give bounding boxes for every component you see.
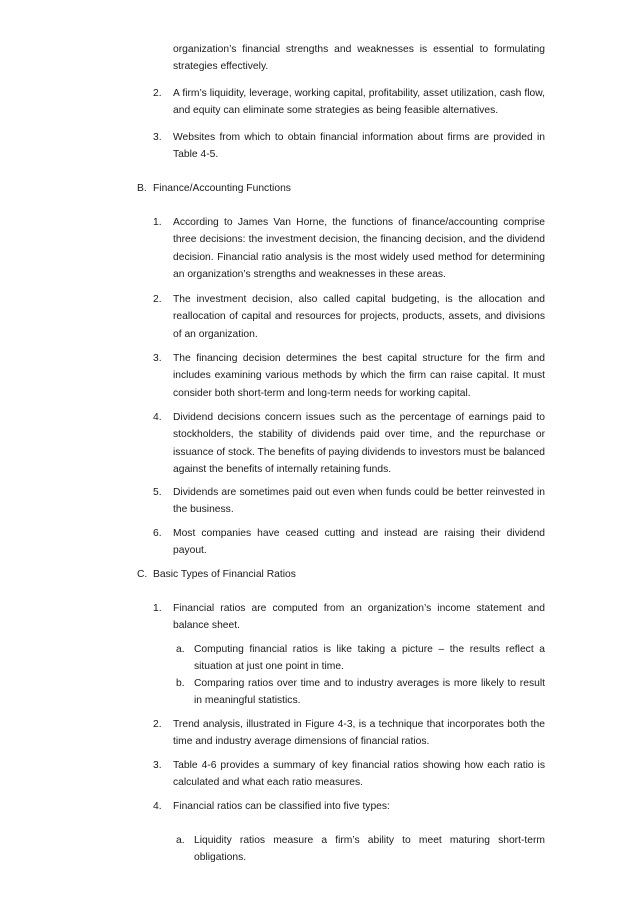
list-item <box>153 214 545 283</box>
item-text: Most companies have ceased cutting and instead are raising their dividend payout. <box>173 528 545 557</box>
list-item <box>153 600 545 635</box>
item-text: Table 4-6 provides a summary of key financial ratios showing how each ratio is calculated and what each ratio measures. <box>173 760 545 789</box>
item-number: 3. <box>153 353 162 364</box>
item-number: 2. <box>153 294 162 305</box>
item-number: 3. <box>153 132 162 143</box>
item-number: 3. <box>153 760 162 771</box>
item-number: 6. <box>153 528 162 539</box>
list-item <box>153 129 545 164</box>
item-text: Trend analysis, illustrated in Figure 4-3, is a technique that incorporates both the time and industry average dimensions of financial ratios. <box>173 719 545 748</box>
item-text: Financial ratios can be classified into five types: <box>173 801 390 812</box>
list-item <box>153 484 545 519</box>
item-number: 4. <box>153 801 162 812</box>
item-text: Websites from which to obtain financial information about firms are provided in Table 4-5. <box>173 132 545 161</box>
item-text: Dividends are sometimes paid out even when funds could be better reinvested in the business. <box>173 487 545 516</box>
list-item <box>153 350 545 402</box>
item-text: Financial ratios are computed from an organization’s income statement and balance sheet. <box>173 603 545 632</box>
item-number: 4. <box>153 412 162 423</box>
list-item <box>153 757 545 792</box>
section-heading-b <box>137 180 543 197</box>
continuation-paragraph: organization’s financial strengths and weaknesses is essential to formulating strategies effectively. <box>173 44 545 73</box>
item-number: 1. <box>153 603 162 614</box>
item-text: The financing decision determines the best capital structure for the firm and includes examining various methods by which the firm can raise capital. It must consider both short-term and long-term needs for working capital. <box>173 353 545 399</box>
sub-list-item <box>176 675 545 710</box>
list-item <box>153 798 545 815</box>
section-letter: B. <box>137 183 147 194</box>
item-number: 1. <box>153 217 162 228</box>
list-item <box>153 85 545 120</box>
item-number: 5. <box>153 487 162 498</box>
list-item <box>153 525 545 560</box>
list-item <box>153 716 545 751</box>
section-title: Basic Types of Financial Ratios <box>153 569 296 580</box>
item-text: A firm’s liquidity, leverage, working capital, profitability, asset utilization, cash flow, and equity can eliminate some strategies as being feasible alternatives. <box>173 88 545 117</box>
sub-list-item <box>176 832 545 867</box>
sub-item-letter: b. <box>176 678 185 689</box>
list-item <box>153 409 545 478</box>
sub-list-item <box>176 641 545 676</box>
section-title: Finance/Accounting Functions <box>153 183 291 194</box>
item-text: Dividend decisions concern issues such as the percentage of earnings paid to stockholders, the stability of dividends paid over time, and the repurchase or issuance of stock. The benefits of paying dividends to investors must be balanced against the benefits of internally retaining funds. <box>173 412 545 475</box>
item-number: 2. <box>153 719 162 730</box>
section-letter: C. <box>137 569 148 580</box>
sub-item-letter: a. <box>176 835 185 846</box>
item-number: 2. <box>153 88 162 99</box>
item-text: The investment decision, also called capital budgeting, is the allocation and reallocation of capital and resources for projects, products, assets, and divisions of an organization. <box>173 294 545 340</box>
sub-item-text: Liquidity ratios measure a firm’s ability to meet maturing short-term obligations. <box>194 835 545 864</box>
sub-item-text: Comparing ratios over time and to industry averages is more likely to result in meaningful statistics. <box>194 678 545 707</box>
sub-item-letter: a. <box>176 644 185 655</box>
list-item <box>153 291 545 343</box>
item-text: According to James Van Horne, the functions of finance/accounting comprise three decisions: the investment decision, the financing decision, and the dividend decision. Financial ratio analysis is the most widely used method for determining an organization’s strengths and weaknesses in these areas. <box>173 217 545 280</box>
sub-item-text: Computing financial ratios is like taking a picture – the results reflect a situation at just one point in time. <box>194 644 545 673</box>
section-heading-c <box>137 566 543 583</box>
